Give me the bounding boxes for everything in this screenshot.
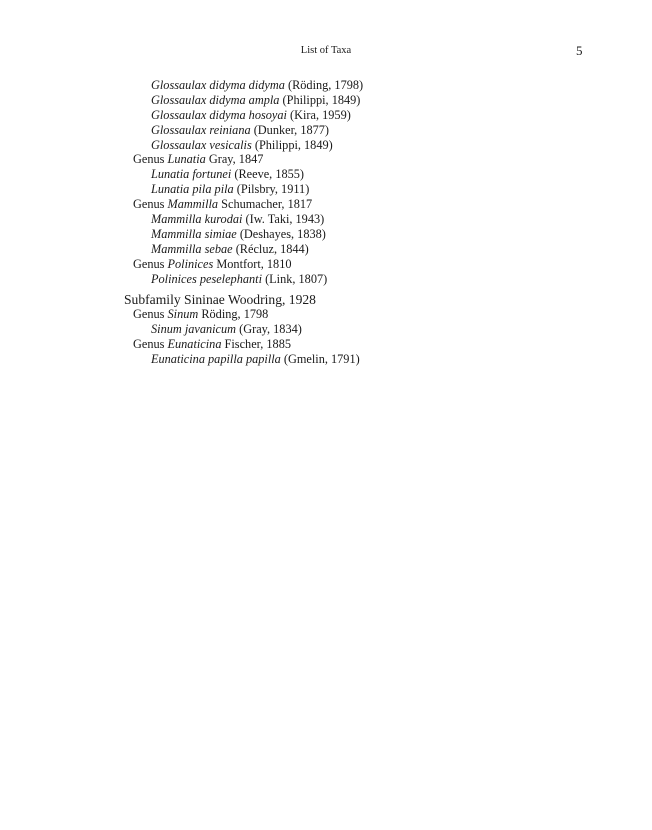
- species-author: (Röding, 1798): [287, 78, 364, 92]
- species-entry: [0, 182, 652, 197]
- genus-entry: [0, 337, 652, 352]
- genus-entry: [0, 257, 652, 272]
- species-entry: [0, 93, 652, 108]
- species-entry: [0, 78, 652, 93]
- genus-entry: [0, 197, 652, 212]
- genus-name: Mammilla: [167, 197, 219, 212]
- genus-entry: [0, 152, 652, 167]
- running-header: [0, 44, 652, 58]
- species-name: Glossaulax didyma ampla: [151, 92, 280, 107]
- species-name: Polinices peselephanti: [151, 271, 262, 286]
- species-name: Glossaulax vesicalis: [151, 137, 252, 152]
- species-author: (Reeve, 1855): [234, 167, 305, 182]
- running-title: List of Taxa: [300, 45, 352, 56]
- species-entry: [0, 108, 652, 123]
- genus-prefix: Genus: [133, 307, 165, 322]
- species-name: Mammilla sebae: [151, 241, 233, 256]
- genus-entry: [0, 307, 652, 322]
- genus-name: Sinum: [167, 307, 199, 322]
- species-entry: [0, 227, 652, 242]
- species-name: Sinum javanicum: [151, 322, 237, 337]
- genus-author: Fischer, 1885: [224, 337, 291, 352]
- species-entry: [0, 242, 652, 257]
- species-name: Glossaulax didyma didyma: [151, 78, 285, 92]
- page-number: 5: [576, 43, 583, 58]
- species-name: Mammilla kurodai: [151, 212, 243, 227]
- genus-author: Schumacher, 1817: [221, 197, 313, 212]
- species-author: (Iw. Taki, 1943): [245, 212, 325, 227]
- species-author: (Link, 1807): [265, 271, 328, 286]
- genus-prefix: Genus: [133, 337, 165, 352]
- subfamily-heading: Subfamily Sininae Woodring, 1928: [124, 291, 316, 307]
- genus-name: Polinices: [167, 256, 214, 271]
- species-author: (Gray, 1834): [239, 322, 302, 337]
- species-entry: [0, 138, 652, 153]
- species-entry: [0, 322, 652, 337]
- taxa-list: [0, 78, 652, 367]
- species-author: (Deshayes, 1838): [239, 226, 326, 241]
- species-name: Lunatia pila pila: [151, 182, 234, 197]
- genus-name: Eunaticina: [167, 337, 222, 352]
- species-author: (Dunker, 1877): [253, 122, 330, 137]
- species-author: (Philippi, 1849): [254, 137, 333, 152]
- species-entry: [0, 272, 652, 287]
- genus-author: Röding, 1798: [201, 307, 269, 322]
- species-name: Mammilla simiae: [151, 226, 237, 241]
- genus-prefix: Genus: [133, 256, 165, 271]
- genus-name: Lunatia: [167, 152, 206, 167]
- species-name: Glossaulax reiniana: [151, 122, 251, 137]
- genus-prefix: Genus: [133, 152, 165, 167]
- species-entry: [0, 167, 652, 182]
- genus-prefix: Genus: [133, 197, 165, 212]
- species-author: (Kira, 1959): [290, 107, 351, 122]
- species-name: Lunatia fortunei: [151, 167, 232, 182]
- genus-author: Gray, 1847: [208, 152, 264, 167]
- genus-author: Montfort, 1810: [216, 256, 292, 271]
- species-author: (Philippi, 1849): [282, 92, 361, 107]
- species-author: (Récluz, 1844): [235, 241, 309, 256]
- species-author: (Pilsbry, 1911): [236, 182, 310, 197]
- species-entry: [0, 212, 652, 227]
- species-name: Eunaticina papilla papilla: [151, 352, 281, 367]
- species-author: (Gmelin, 1791): [283, 352, 360, 367]
- species-entry: [0, 352, 652, 367]
- species-entry: [0, 123, 652, 138]
- species-name: Glossaulax didyma hosoyai: [151, 107, 287, 122]
